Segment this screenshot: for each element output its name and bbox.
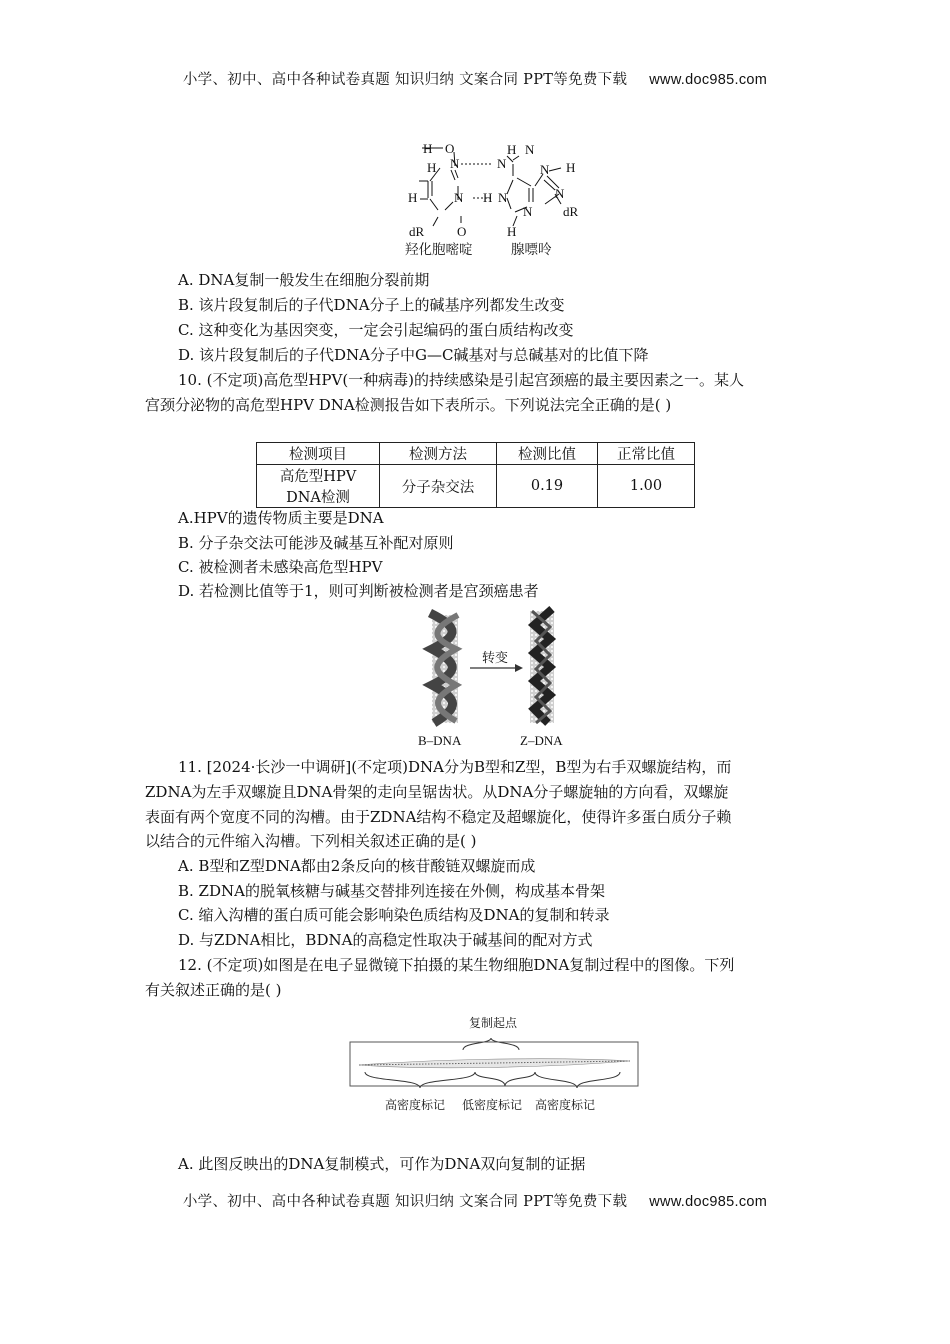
- q11-option-d: D. 与ZDNA相比，BDNA的高稳定性取决于碱基间的配对方式: [178, 931, 593, 949]
- cytosine-label: 羟化胞嘧啶: [405, 242, 473, 257]
- b-dna-label: B–DNA: [418, 733, 462, 748]
- footer-site: www.doc985.com: [649, 1194, 768, 1210]
- page-header: [0, 68, 950, 89]
- q10-option-a: A.HPV的遗传物质主要是DNA: [178, 509, 384, 527]
- arrow-label: 转变: [482, 650, 509, 665]
- item-line1: 高危型HPV: [279, 469, 357, 485]
- q10-option-b: B. 分子杂交法可能涉及碱基互补配对原则: [178, 534, 454, 552]
- atom-label: H: [483, 190, 493, 205]
- atom-label: dR: [409, 224, 425, 239]
- atom-label: H: [507, 224, 517, 239]
- table-header: 检测项目: [257, 443, 380, 465]
- table-cell-value: 0.19: [497, 465, 598, 508]
- header-site: www.doc985.com: [649, 72, 768, 88]
- table-cell-normal: 1.00: [598, 465, 695, 508]
- z-dna-label: Z–DNA: [520, 733, 563, 748]
- atom-label: N: [497, 156, 507, 171]
- q11-stem-line1: 11. [2024·长沙一中调研](不定项)DNA分为B型和Z型，B型为右手双螺旋结构，而: [178, 758, 732, 776]
- atom-label: N: [498, 190, 508, 205]
- atom-label: H: [427, 160, 437, 175]
- atom-label: H: [423, 141, 433, 156]
- item-line2: DNA检测: [286, 490, 350, 506]
- z-dna-helix: [530, 609, 554, 723]
- atom-label: O: [457, 224, 467, 239]
- hpv-result-table: [256, 442, 695, 508]
- page-footer: [0, 1190, 950, 1211]
- q12-option-a: A. 此图反映出的DNA复制模式，可作为DNA双向复制的证据: [178, 1155, 586, 1173]
- b-dna-helix: [430, 613, 458, 723]
- q10-stem-line1: 10. (不定项)高危型HPV(一种病毒)的持续感染是引起宫颈癌的最主要因素之一。某人: [178, 371, 745, 389]
- atom-label: H: [408, 190, 418, 205]
- dna-conversion-figure: [410, 605, 580, 750]
- q9-option-a: A. DNA复制一般发生在细胞分裂前期: [178, 271, 430, 289]
- base-pair-figure: [395, 138, 605, 260]
- footer-text: 小学、初中、高中各种试卷真题 知识归纳 文案合同 PPT等免费下载: [182, 1194, 628, 1210]
- q9-option-d: D. 该片段复制后的子代DNA分子中G—C碱基对与总碱基对的比值下降: [178, 346, 649, 364]
- replication-figure: [345, 1010, 645, 1118]
- q12-stem-line2: 有关叙述正确的是( ): [145, 981, 282, 999]
- q10-option-c: C. 被检测者未感染高危型HPV: [178, 558, 383, 576]
- q11-stem-line2: ZDNA为左手双螺旋且DNA骨架的走向呈锯齿状。从DNA分子螺旋轴的方向看，双螺旋: [145, 783, 729, 801]
- label-high-density-right: 高密度标记: [535, 1098, 596, 1112]
- atom-label: dR: [563, 204, 579, 219]
- atom-label: N: [523, 204, 533, 219]
- q11-option-b: B. ZDNA的脱氧核糖与碱基交替排列连接在外侧，构成基本骨架: [178, 882, 605, 900]
- q11-option-a: A. B型和Z型DNA都由2条反向的核苷酸链双螺旋而成: [178, 857, 536, 875]
- atom-label: N: [454, 190, 464, 205]
- q11-stem-line3: 表面有两个宽度不同的沟槽。由于ZDNA结构不稳定及超螺旋化，使得许多蛋白质分子赖: [145, 808, 732, 826]
- q11-option-c: C. 缩入沟槽的蛋白质可能会影响染色质结构及DNA的复制和转录: [178, 906, 610, 924]
- atom-label: O: [445, 141, 455, 156]
- table-cell-item: [257, 465, 380, 508]
- label-low-density: 低密度标记: [462, 1098, 523, 1112]
- atom-label: N: [450, 156, 460, 171]
- atom-label: N: [540, 162, 550, 177]
- q9-option-c: C. 这种变化为基因突变，一定会引起编码的蛋白质结构改变: [178, 321, 574, 339]
- header-text: 小学、初中、高中各种试卷真题 知识归纳 文案合同 PPT等免费下载: [182, 72, 628, 88]
- q12-stem-line1: 12. (不定项)如图是在电子显微镜下拍摄的某生物细胞DNA复制过程中的图像。下列: [178, 956, 735, 974]
- q11-stem-line4: 以结合的元件缩入沟槽。下列相关叙述正确的是( ): [145, 832, 477, 850]
- q9-option-b: B. 该片段复制后的子代DNA分子上的碱基序列都发生改变: [178, 296, 565, 314]
- table-header: 正常比值: [598, 443, 695, 465]
- table-header: 检测方法: [380, 443, 497, 465]
- origin-label: 复制起点: [469, 1016, 518, 1030]
- table-header: 检测比值: [497, 443, 598, 465]
- adenine-label: 腺嘌呤: [511, 242, 552, 257]
- label-high-density-left: 高密度标记: [385, 1098, 446, 1112]
- atom-label: H: [566, 160, 576, 175]
- q10-stem-line2: 宫颈分泌物的高危型HPV DNA检测报告如下表所示。下列说法完全正确的是( ): [145, 396, 672, 414]
- table-cell-method: 分子杂交法: [380, 465, 497, 508]
- atom-label: N: [525, 142, 535, 157]
- atom-label: H: [507, 142, 517, 157]
- q10-option-d: D. 若检测比值等于1，则可判断被检测者是宫颈癌患者: [178, 582, 539, 600]
- atom-label: N: [555, 186, 565, 201]
